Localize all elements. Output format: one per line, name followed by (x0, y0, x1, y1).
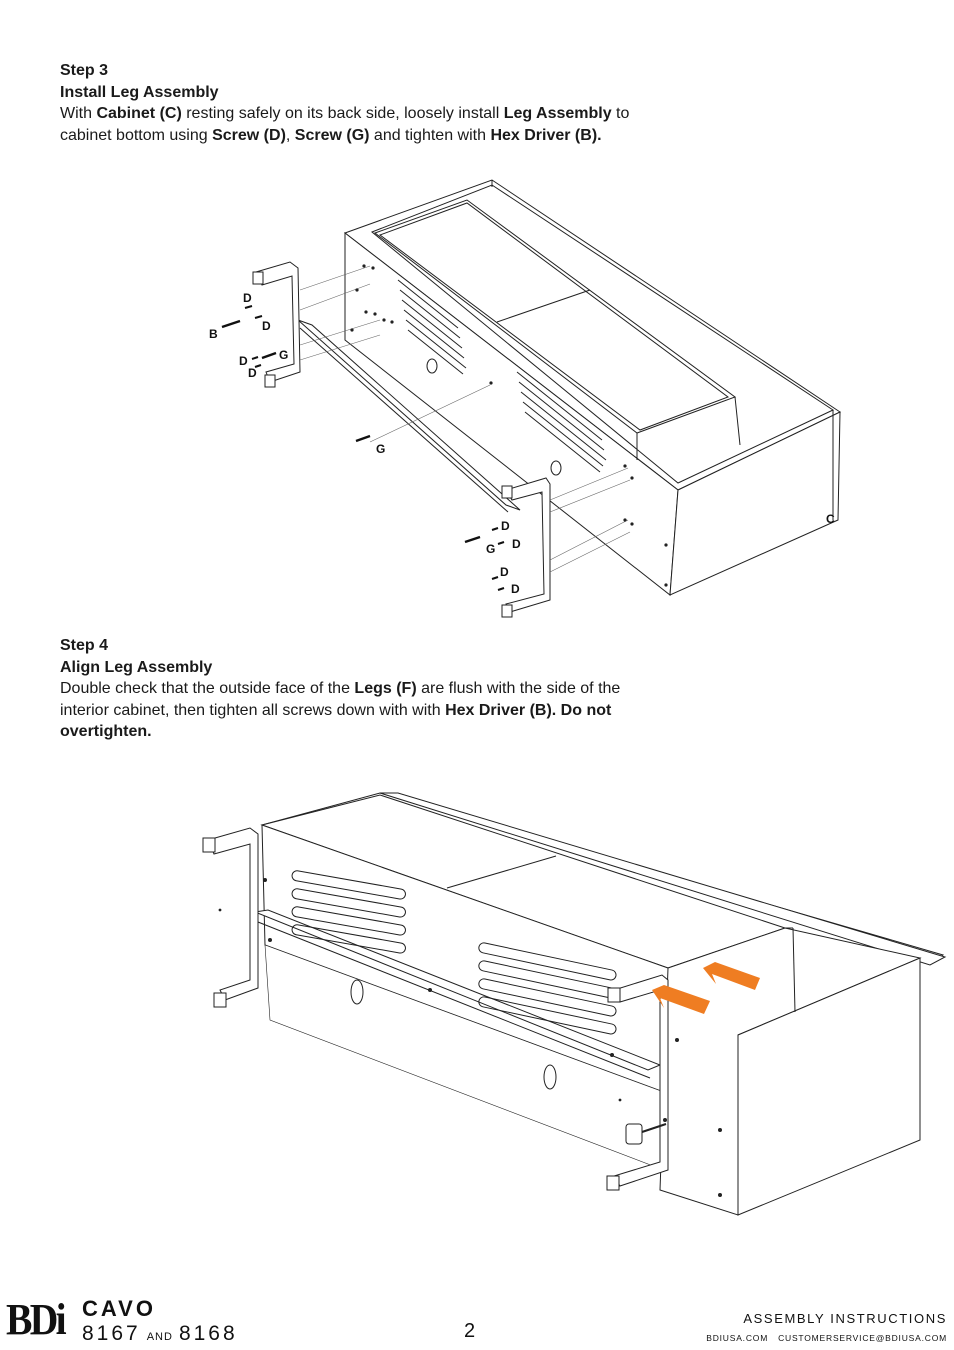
part-label: D (500, 565, 509, 579)
part-label: G (486, 542, 496, 556)
model-a: 8167 (82, 1322, 141, 1345)
part-label: G (376, 442, 386, 456)
text-run: are flush with the side of the interior cabinet, then tighten all screws down with with (60, 680, 621, 719)
step-title: Install Leg Assembly (60, 83, 219, 101)
bold-run: Hex Driver (B). (490, 126, 602, 144)
part-label: B (209, 327, 218, 341)
bold-run: Cabinet (C) (96, 105, 182, 122)
part-label: C (826, 512, 835, 526)
part-label: D (243, 291, 252, 305)
part-label: D (239, 354, 248, 368)
part-label: D (511, 582, 520, 596)
text-run: With (60, 105, 97, 122)
contact-line (706, 1333, 947, 1343)
text-run: and tighten with (369, 126, 491, 144)
page-number: 2 (464, 1320, 476, 1342)
bold-run: Screw (G) (294, 126, 370, 144)
and-word: AND (146, 1331, 173, 1343)
document-type: ASSEMBLY INSTRUCTIONS (743, 1311, 947, 1326)
bdi-logo: BDi (6, 1295, 64, 1344)
text-run: Double check that the outside face of the (60, 680, 355, 697)
part-label: D (512, 537, 521, 551)
bold-run: Screw (D) (212, 126, 286, 144)
text-run: resting safely on its back side, loosely install (181, 105, 504, 122)
product-name: CAVO (82, 1296, 156, 1321)
part-label: D (262, 319, 271, 333)
bold-run: Leg Assembly (503, 105, 612, 122)
email-link[interactable]: CUSTOMERSERVICE@BDIUSA.COM (778, 1333, 947, 1343)
bold-run: Legs (F) (354, 680, 417, 697)
part-label: D (248, 366, 257, 380)
model-numbers (82, 1322, 238, 1346)
text-run: , (285, 126, 295, 144)
part-label: G (279, 348, 289, 362)
model-b: 8168 (178, 1322, 238, 1345)
text-run: to cabinet bottom using (60, 105, 630, 144)
part-label: D (501, 519, 510, 533)
step-number: Step 3 (60, 62, 109, 79)
website-link[interactable]: BDIUSA.COM (706, 1333, 769, 1343)
step-number: Step 4 (60, 637, 109, 654)
bold-run: Hex Driver (B). Do not overtighten. (60, 701, 612, 740)
step-title: Align Leg Assembly (60, 658, 213, 676)
